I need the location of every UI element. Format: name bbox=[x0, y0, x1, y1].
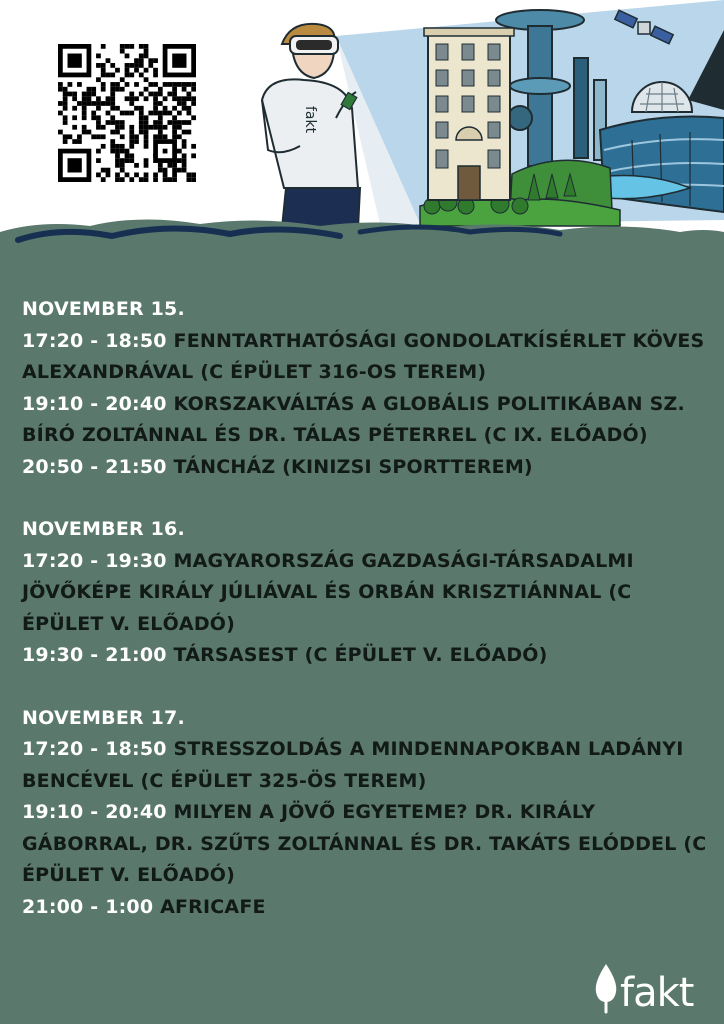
day-block-nov-16 bbox=[22, 514, 712, 672]
day-block-nov-17 bbox=[22, 703, 712, 924]
event-item bbox=[22, 326, 712, 389]
fakt-logo bbox=[592, 956, 718, 1018]
event-item bbox=[22, 797, 712, 892]
day-heading: NOVEMBER 15. bbox=[22, 298, 185, 320]
event-time: 17:20 - 18:50 bbox=[22, 738, 167, 760]
event-description: AFRICAFE bbox=[160, 895, 266, 918]
event-description: MILYEN A JÖVŐ EGYETEME? DR. KIRÁLY GÁBORRAL, DR. SZŰTS ZOLTÁNNAL ÉS DR. TAKÁTS ELÓDDEL (C ÉPÜLET V. ELŐADÓ) bbox=[22, 801, 707, 886]
day-block-nov-15 bbox=[22, 294, 712, 483]
hero-illustration bbox=[0, 0, 724, 258]
event-item bbox=[22, 389, 712, 452]
event-time: 17:20 - 18:50 bbox=[22, 329, 167, 352]
event-time: 19:10 - 20:40 bbox=[22, 801, 167, 823]
event-time: 19:30 - 21:00 bbox=[22, 644, 167, 666]
event-time: 20:50 - 21:50 bbox=[22, 455, 167, 478]
building-door bbox=[458, 166, 480, 200]
person-trousers bbox=[282, 188, 360, 228]
event-time: 21:00 - 1:00 bbox=[22, 895, 154, 918]
event-item bbox=[22, 546, 712, 641]
event-item bbox=[22, 452, 712, 484]
qr-code bbox=[58, 44, 196, 182]
event-item bbox=[22, 640, 712, 672]
event-schedule bbox=[22, 294, 712, 954]
day-heading: NOVEMBER 17. bbox=[22, 706, 185, 729]
leaf-icon bbox=[596, 964, 617, 1002]
classic-building bbox=[424, 28, 514, 200]
event-description: TÁNCHÁZ (KINIZSI SPORTTEREM) bbox=[173, 455, 533, 478]
event-item bbox=[22, 892, 712, 924]
event-description: KORSZAKVÁLTÁS A GLOBÁLIS POLITIKÁBAN SZ. BÍRÓ ZOLTÁNNAL ÉS DR. TÁLAS PÉTERREL (C IX. ELŐADÓ) bbox=[22, 392, 685, 446]
logo-wordmark: fakt bbox=[620, 970, 694, 1016]
shirt-print: fakt bbox=[302, 106, 318, 134]
event-description: FENNTARTHATÓSÁGI GONDOLATKÍSÉRLET KÖVES ALEXANDRÁVAL (C ÉPÜLET 316-OS TEREM) bbox=[22, 329, 705, 383]
event-time: 17:20 - 19:30 bbox=[22, 549, 167, 572]
event-description: TÁRSASEST (C ÉPÜLET V. ELŐADÓ) bbox=[173, 644, 548, 666]
event-description: STRESSZOLDÁS A MINDENNAPOKBAN LADÁNYI BENCÉVEL (C ÉPÜLET 325-ÖS TEREM) bbox=[22, 738, 684, 792]
event-description: MAGYARORSZÁG GAZDASÁGI-TÁRSADALMI JÖVŐKÉPE KIRÁLY JÚLIÁVAL ÉS ORBÁN KRISZTIÁNNAL (C ÉPÜLET V. ELŐADÓ) bbox=[22, 549, 634, 635]
event-item bbox=[22, 734, 712, 797]
event-time: 19:10 - 20:40 bbox=[22, 392, 167, 415]
day-heading: NOVEMBER 16. bbox=[22, 518, 185, 540]
